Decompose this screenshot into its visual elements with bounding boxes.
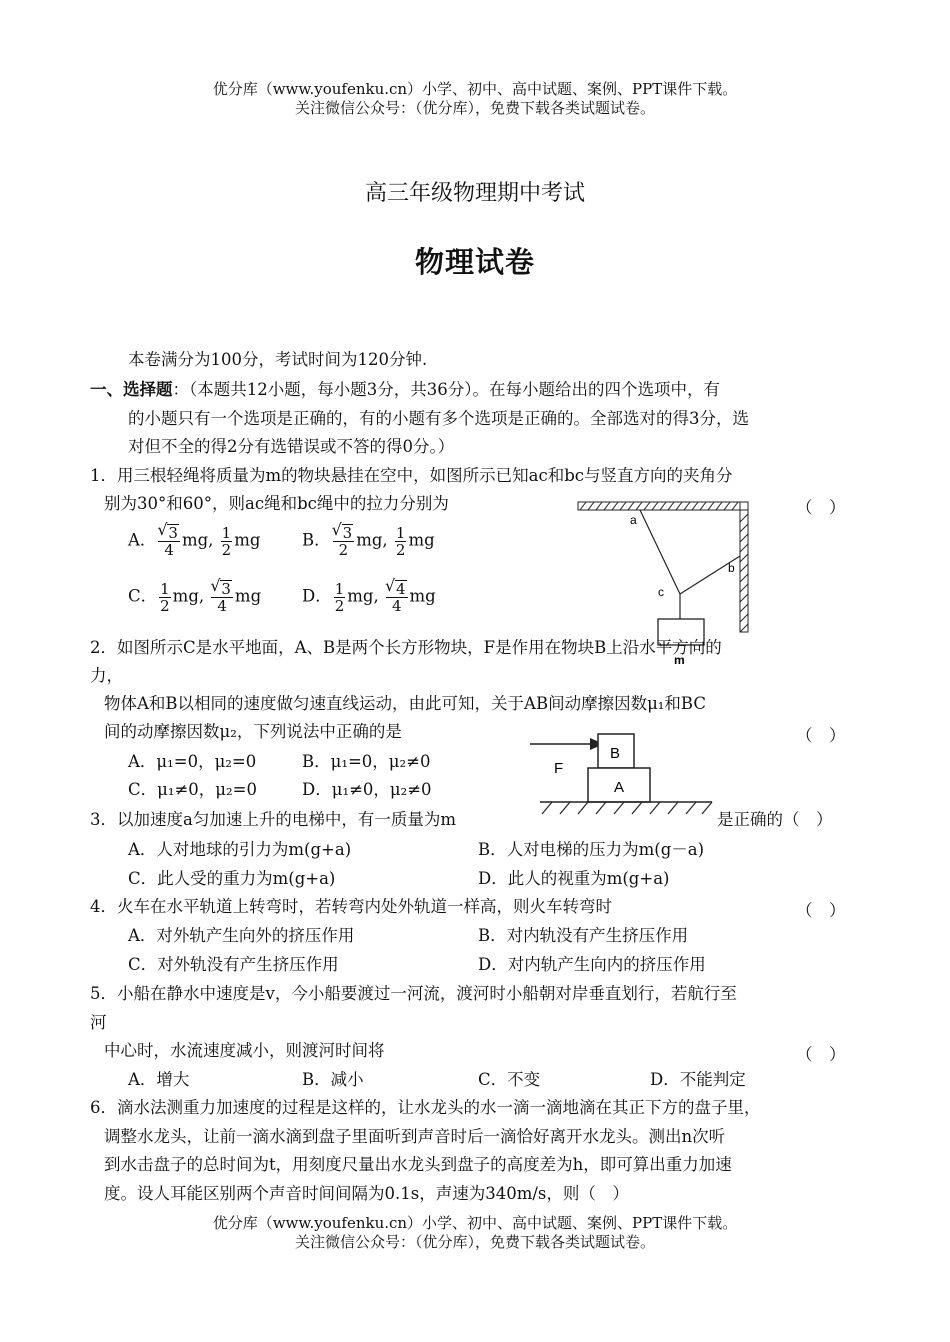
q1-b-mg2: mg	[408, 530, 435, 550]
q1-a-mg2: mg	[234, 530, 261, 550]
q1-d-sqrt4: √ 4	[395, 580, 407, 597]
q2-option-a: A．μ₁=0，μ₂=0	[128, 752, 257, 771]
q6-line-4: 度。设人耳能区别两个声音时间间隔为0.1s，声速为340m/s，则（ ）	[104, 1184, 629, 1203]
q2-option-b: B．μ₁=0，μ₂≠0	[302, 752, 431, 771]
label-A: A	[614, 779, 625, 796]
q1-c-sqrt3: √ 3	[220, 580, 232, 597]
q5-line-1: 5．小船在静水中速度是v，今小船要渡过一河流，渡河时小船朝对岸垂直划行，若航行至	[90, 984, 737, 1003]
q2-figure	[526, 728, 722, 820]
q3-option-b: B．人对电梯的压力为m(g－a)	[478, 840, 705, 859]
q1-b-den2: 2	[395, 540, 406, 559]
q5-line-3: 中心时，水流速度减小，则渡河时间将	[104, 1041, 385, 1060]
q1-option-b	[302, 524, 435, 558]
q2-option-d: D．μ₁≠0，μ₂≠0	[302, 780, 432, 799]
q6-line-2: 调整水龙头，让前一滴水滴到盘子里面听到声音时后一滴恰好离开水龙头。测出n次听	[104, 1127, 726, 1146]
section-1-text-1: ：（本题共12小题，每小题3分，共36分）。在每小题给出的四个选项中，有	[172, 380, 720, 399]
q1-option-d-label: D．	[302, 586, 332, 606]
q3-option-d: D．此人的视重为m(g+a)	[478, 869, 670, 888]
ceiling-hatch	[578, 502, 748, 510]
q1-option-a	[128, 524, 260, 558]
q3-line-1a: 3．以加速度a匀加速上升的电梯中，有一质量为m	[90, 810, 456, 829]
label-B: B	[610, 745, 621, 762]
q1-d-den2: 4	[391, 597, 402, 615]
q2-line-2: 力，	[90, 666, 123, 685]
q3-option-c: C．此人受的重力为m(g+a)	[128, 869, 336, 888]
wall-hatch	[740, 502, 748, 632]
q1-b-mg1: mg,	[356, 530, 388, 550]
q1-c-num1: 1	[160, 579, 170, 598]
q1-option-a-label: A．	[128, 530, 157, 550]
q6-line-3: 到水击盘子的总时间为t，用刻度尺量出水龙头到盘子的高度差为h，即可算出重力加速	[104, 1155, 732, 1174]
section-1-line-1	[90, 380, 720, 400]
paper-title: 物理试卷	[414, 245, 535, 279]
q1-answer-paren: （ ）	[796, 498, 846, 517]
q2-line-3: 物体A和B以相同的速度做匀速直线运动，由此可知，关于AB间动摩擦因数μ₁和BC	[104, 694, 706, 713]
q1-b-sqrt3: √ 3	[342, 524, 354, 541]
q4-line-1: 4．火车在水平轨道上转弯时，若转弯内处外轨道一样高，则火车转弯时	[90, 897, 612, 916]
q1-a-num2: 1	[221, 523, 232, 542]
q1-line-1: 1．用三根轻绳将质量为m的物块悬挂在空中，如图所示已知ac和bc与竖直方向的夹角分	[90, 466, 733, 485]
q1-b-num2: 1	[395, 523, 406, 542]
q4-option-c: C．对外轨没有产生挤压作用	[128, 955, 339, 974]
q4-option-b: B．对内轨没有产生挤压作用	[478, 926, 689, 945]
q1-a-sqrt3: √ 3	[167, 524, 179, 541]
q2-answer-paren: （ ）	[796, 726, 846, 745]
header-line-2: 关注微信公众号：（优分库），免费下载各类试题试卷。	[294, 99, 655, 117]
intro-text: 本卷满分为100分，考试时间为120分钟.	[128, 350, 428, 369]
q1-option-c-label: C．	[128, 586, 158, 606]
label-m: m	[674, 653, 685, 667]
q1-a-mg1: mg,	[181, 530, 214, 550]
q1-c-den1: 2	[160, 596, 170, 615]
label-c: c	[658, 585, 664, 599]
q3-line-1b: 是正确的（ ）	[717, 810, 833, 829]
q2-line-1: 2．如图所示C是水平地面，A、B是两个长方形物块，F是作用在物块B上沿水平方向的	[90, 638, 722, 657]
exam-title: 高三年级物理期中考试	[364, 181, 585, 206]
q1-d-mg1: mg,	[347, 586, 379, 606]
q1-c-mg2: mg	[234, 586, 262, 606]
footer-line-2: 关注微信公众号：（优分库），免费下载各类试题试卷。	[294, 1233, 655, 1251]
q5-option-d: D．不能判定	[650, 1070, 746, 1089]
q5-option-a: A．增大	[128, 1070, 190, 1089]
q4-option-a: A．对外轨产生向外的挤压作用	[128, 926, 355, 945]
q1-option-b-label: B．	[302, 530, 331, 550]
q2-line-4: 间的动摩擦因数μ₂，下列说法中正确的是	[104, 722, 402, 741]
q5-option-c: C．不变	[478, 1070, 541, 1089]
q2-option-c: C．μ₁≠0，μ₂=0	[128, 780, 257, 799]
q5-line-2: 河	[90, 1013, 107, 1032]
q1-a-den2: 2	[221, 540, 232, 559]
q6-line-1: 6．滴水法测重力加速度的过程是这样的，让水龙头的水一滴一滴地滴在其正下方的盘子里，	[90, 1098, 761, 1117]
ground-hatch	[542, 802, 712, 814]
label-F: F	[554, 760, 564, 777]
q5-answer-paren: （ ）	[796, 1045, 846, 1064]
q4-answer-paren: （ ）	[796, 901, 846, 920]
rope-ac	[640, 510, 680, 594]
q1-d-mg2: mg	[409, 586, 436, 606]
q3-option-a: A．人对地球的引力为m(g+a)	[128, 840, 352, 859]
q4-option-d: D．对内轨产生向内的挤压作用	[478, 955, 706, 974]
footer-line-1: 优分库（www.youfenku.cn）小学、初中、高中试题、案例、PPT课件下载。	[212, 1214, 738, 1232]
q1-option-c	[128, 580, 261, 614]
label-a: a	[630, 513, 637, 527]
section-1-line-3: 对但不全的得2分有选错误或不答的得0分。）	[128, 437, 455, 456]
label-b: b	[728, 561, 735, 575]
q1-line-2: 别为30°和60°，则ac绳和bc绳中的拉力分别为	[104, 494, 449, 513]
q1-c-mg1: mg,	[172, 586, 205, 606]
q1-c-den2: 4	[217, 597, 227, 615]
q1-a-den: 4	[164, 541, 174, 559]
section-1-line-2: 的小题只有一个选项是正确的，有的小题有多个选项是正确的。全部选对的得3分，选	[128, 409, 749, 428]
q1-d-num1: 1	[334, 579, 345, 598]
header-line-1: 优分库（www.youfenku.cn）小学、初中、高中试题、案例、PPT课件下载。	[212, 80, 738, 98]
section-1-label: 一、选择题	[90, 380, 173, 399]
q1-d-den1: 2	[334, 596, 345, 615]
q5-option-b: B．减小	[302, 1070, 364, 1089]
q1-b-den: 2	[338, 541, 349, 559]
q1-option-d	[302, 580, 436, 614]
